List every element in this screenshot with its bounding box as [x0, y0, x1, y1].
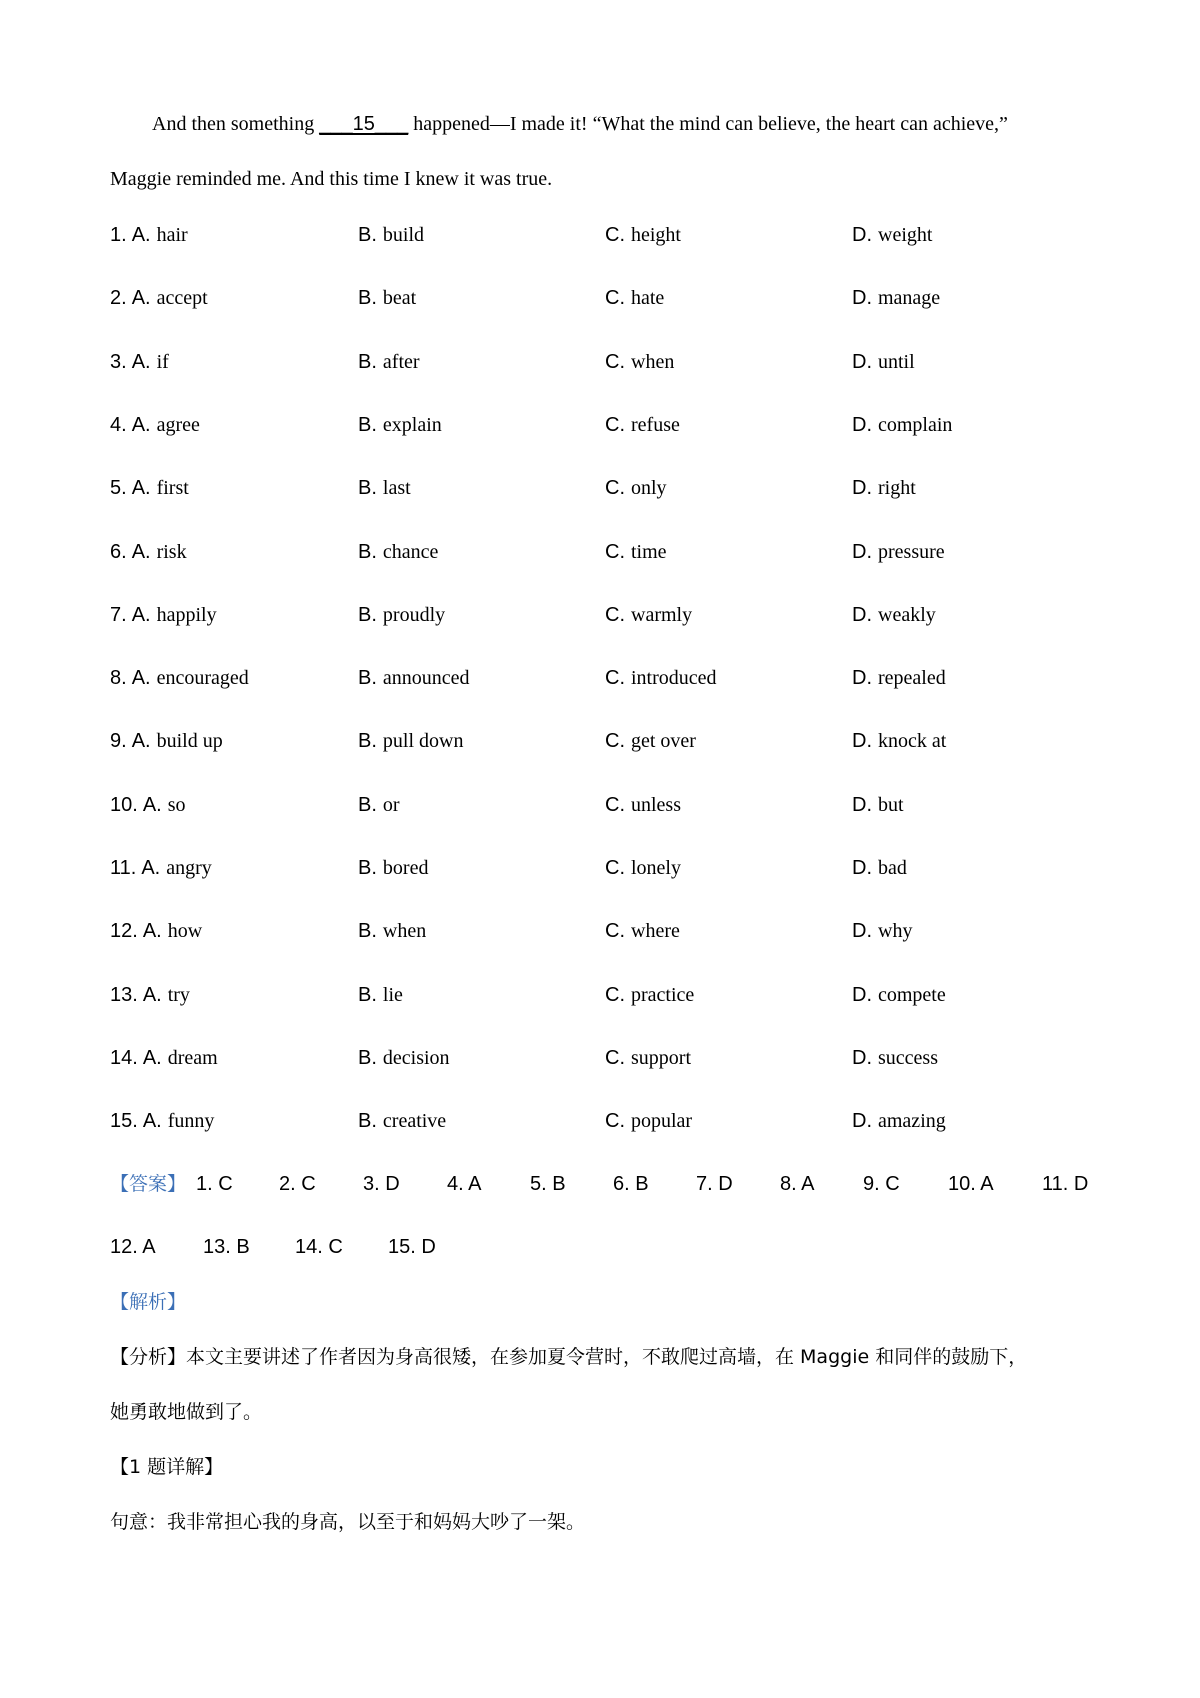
analysis-heading: 【解析】: [110, 1291, 187, 1313]
option-letter: B.: [358, 541, 377, 563]
option-letter: D.: [852, 1110, 872, 1132]
option-b: [358, 1044, 450, 1072]
passage-line-2: Maggie reminded me. And this time I knew it was true.: [110, 168, 553, 190]
option-a: [110, 474, 189, 502]
option-a: [110, 727, 223, 755]
option-a: [110, 601, 217, 629]
option-text: dream: [167, 1047, 218, 1069]
option-letter: D.: [852, 541, 872, 563]
option-letter: A.: [131, 730, 151, 752]
option-letter: C.: [605, 351, 625, 373]
option-letter: B.: [358, 984, 377, 1006]
option-c: [605, 1107, 692, 1135]
option-c: [605, 474, 667, 502]
question-number: 9.: [110, 730, 127, 752]
option-text: or: [382, 794, 400, 816]
option-d: [852, 348, 915, 376]
answer-item: 1. C: [196, 1173, 233, 1195]
option-letter: B.: [358, 794, 377, 816]
answer-item: 12. A: [110, 1236, 156, 1258]
option-b: [358, 854, 428, 882]
option-text: build up: [156, 730, 223, 752]
option-c: [605, 727, 696, 755]
option-b: [358, 1107, 446, 1135]
option-d: [852, 917, 912, 945]
question-number: 3.: [110, 351, 127, 373]
question-number: 15.: [110, 1110, 138, 1132]
option-letter: A.: [131, 287, 151, 309]
answer-item: 8. A: [780, 1173, 815, 1195]
option-a: [110, 1044, 218, 1072]
option-d: [852, 284, 940, 312]
option-text: weight: [878, 224, 933, 246]
answer-item: 15. D: [388, 1236, 436, 1258]
question-number: 2.: [110, 287, 127, 309]
option-letter: C.: [605, 414, 625, 436]
option-text: get over: [631, 730, 696, 752]
option-text: decision: [382, 1047, 450, 1069]
answer-item: 9. C: [863, 1173, 900, 1195]
question-number: 12.: [110, 920, 138, 942]
question-row: [110, 791, 1100, 819]
option-letter: C.: [605, 287, 625, 309]
question-row: [110, 664, 1100, 692]
option-letter: B.: [358, 351, 377, 373]
option-text: hate: [631, 287, 665, 309]
question-number: 13.: [110, 984, 138, 1006]
option-a: [110, 854, 212, 882]
option-letter: B.: [358, 287, 377, 309]
option-text: creative: [382, 1110, 447, 1132]
option-b: [358, 727, 463, 755]
option-letter: D.: [852, 604, 872, 626]
option-letter: D.: [852, 857, 872, 879]
option-letter: C.: [605, 1047, 625, 1069]
option-text: unless: [631, 794, 681, 816]
option-text: hair: [156, 224, 188, 246]
option-letter: C.: [605, 541, 625, 563]
option-letter: D.: [852, 667, 872, 689]
option-letter: D.: [852, 351, 872, 373]
option-letter: A.: [131, 351, 151, 373]
question-number: 8.: [110, 667, 127, 689]
option-b: [358, 981, 403, 1009]
option-letter: D.: [852, 477, 872, 499]
option-text: success: [878, 1047, 938, 1069]
option-text: time: [631, 541, 667, 563]
question-number: 6.: [110, 541, 127, 563]
question-number: 1.: [110, 224, 127, 246]
option-text: when: [631, 351, 675, 373]
option-letter: D.: [852, 1047, 872, 1069]
option-letter: A.: [142, 794, 162, 816]
option-text: risk: [156, 541, 187, 563]
option-text: complain: [878, 414, 953, 436]
option-letter: B.: [358, 730, 377, 752]
question-number: 5.: [110, 477, 127, 499]
option-d: [852, 664, 946, 692]
option-text: if: [156, 351, 169, 373]
option-letter: D.: [852, 287, 872, 309]
option-text: first: [156, 477, 189, 499]
option-c: [605, 221, 681, 249]
passage-line-1: [152, 112, 1008, 136]
option-d: [852, 981, 946, 1009]
option-text: try: [167, 984, 190, 1006]
option-letter: B.: [358, 414, 377, 436]
option-text: manage: [878, 287, 941, 309]
option-letter: C.: [605, 857, 625, 879]
option-letter: D.: [852, 984, 872, 1006]
option-b: [358, 348, 420, 376]
option-letter: A.: [131, 667, 151, 689]
passage-text-before: And then something: [152, 113, 320, 135]
answer-item: 13. B: [203, 1236, 250, 1258]
option-a: [110, 411, 200, 439]
option-text: chance: [382, 541, 439, 563]
option-a: [110, 664, 249, 692]
option-c: [605, 411, 680, 439]
option-b: [358, 538, 438, 566]
option-b: [358, 664, 470, 692]
option-d: [852, 1107, 946, 1135]
option-letter: A.: [131, 541, 151, 563]
option-text: pressure: [878, 541, 945, 563]
option-letter: B.: [358, 224, 377, 246]
option-letter: D.: [852, 730, 872, 752]
question-row: [110, 601, 1100, 629]
option-c: [605, 1044, 691, 1072]
option-letter: D.: [852, 224, 872, 246]
option-text: when: [382, 920, 427, 942]
option-text: support: [631, 1047, 691, 1069]
option-text: encouraged: [156, 667, 249, 689]
option-b: [358, 284, 416, 312]
option-text: popular: [631, 1110, 693, 1132]
analysis-summary-line-1: 【分析】本文主要讲述了作者因为身高很矮，在参加夏令营时，不敢爬过高墙，在 Maggie 和同伴的鼓励下，: [110, 1346, 1028, 1368]
option-text: bad: [878, 857, 907, 879]
option-a: [110, 284, 208, 312]
question-number: 14.: [110, 1047, 138, 1069]
answer-item: 3. D: [363, 1173, 400, 1195]
passage-text-after: happened—I made it! “What the mind can believe, the heart can achieve,”: [408, 113, 1008, 135]
option-text: accept: [156, 287, 208, 309]
option-d: [852, 601, 936, 629]
option-text: explain: [382, 414, 442, 436]
option-letter: C.: [605, 667, 625, 689]
option-text: compete: [878, 984, 946, 1006]
option-text: practice: [631, 984, 695, 1006]
question-row: [110, 538, 1100, 566]
option-letter: D.: [852, 414, 872, 436]
option-text: why: [878, 920, 913, 942]
option-d: [852, 474, 916, 502]
option-letter: A.: [141, 857, 161, 879]
detail-heading: 【1 题详解】: [110, 1456, 224, 1478]
answer-item: 14. C: [295, 1236, 343, 1258]
option-d: [852, 411, 952, 439]
option-text: amazing: [878, 1110, 946, 1132]
option-text: weakly: [878, 604, 936, 626]
option-letter: B.: [358, 477, 377, 499]
option-c: [605, 601, 692, 629]
option-text: height: [631, 224, 681, 246]
option-letter: B.: [358, 920, 377, 942]
option-letter: A.: [131, 224, 151, 246]
option-text: how: [167, 920, 203, 942]
option-letter: A.: [142, 1110, 162, 1132]
question-row: [110, 411, 1100, 439]
option-a: [110, 1107, 214, 1135]
answer-item: 2. C: [279, 1173, 316, 1195]
answer-label: 【答案】: [110, 1173, 187, 1195]
option-d: [852, 727, 946, 755]
option-text: introduced: [631, 667, 717, 689]
option-letter: A.: [131, 604, 151, 626]
option-c: [605, 791, 681, 819]
option-c: [605, 348, 674, 376]
option-c: [605, 917, 680, 945]
option-text: knock at: [878, 730, 947, 752]
option-letter: A.: [131, 414, 151, 436]
option-a: [110, 981, 190, 1009]
option-letter: C.: [605, 604, 625, 626]
option-text: funny: [167, 1110, 215, 1132]
option-text: until: [878, 351, 915, 373]
question-row: [110, 981, 1100, 1009]
option-letter: A.: [142, 1047, 162, 1069]
option-b: [358, 221, 424, 249]
question-row: [110, 348, 1100, 376]
option-b: [358, 474, 411, 502]
option-b: [358, 601, 445, 629]
option-text: repealed: [878, 667, 946, 689]
option-text: lonely: [631, 857, 681, 879]
option-text: agree: [156, 414, 200, 436]
option-d: [852, 1044, 938, 1072]
option-c: [605, 854, 681, 882]
question-number: 7.: [110, 604, 127, 626]
option-text: refuse: [631, 414, 680, 436]
option-text: lie: [382, 984, 403, 1006]
option-letter: C.: [605, 224, 625, 246]
option-c: [605, 284, 664, 312]
option-b: [358, 917, 426, 945]
answer-item: 10. A: [948, 1173, 994, 1195]
option-text: announced: [382, 667, 470, 689]
option-text: where: [631, 920, 680, 942]
option-text: after: [382, 351, 420, 373]
option-text: only: [631, 477, 667, 499]
question-row: [110, 284, 1100, 312]
option-letter: B.: [358, 1047, 377, 1069]
option-letter: C.: [605, 920, 625, 942]
answer-item: 5. B: [530, 1173, 566, 1195]
blank-15: ___15___: [319, 113, 409, 135]
option-letter: A.: [142, 984, 162, 1006]
option-text: but: [878, 794, 904, 816]
question-row: [110, 854, 1100, 882]
option-text: build: [382, 224, 425, 246]
option-a: [110, 348, 169, 376]
option-letter: C.: [605, 730, 625, 752]
question-row: [110, 1107, 1100, 1135]
option-d: [852, 221, 932, 249]
question-number: 4.: [110, 414, 127, 436]
option-letter: C.: [605, 984, 625, 1006]
option-text: pull down: [382, 730, 464, 752]
option-letter: B.: [358, 667, 377, 689]
option-b: [358, 791, 400, 819]
option-b: [358, 411, 442, 439]
option-text: so: [167, 794, 186, 816]
answer-item: 4. A: [447, 1173, 482, 1195]
option-a: [110, 538, 187, 566]
option-text: right: [878, 477, 916, 499]
option-letter: D.: [852, 920, 872, 942]
option-letter: C.: [605, 1110, 625, 1132]
option-c: [605, 664, 717, 692]
question-row: [110, 727, 1100, 755]
option-a: [110, 221, 188, 249]
option-letter: B.: [358, 857, 377, 879]
option-d: [852, 791, 904, 819]
option-text: bored: [382, 857, 429, 879]
question-row: [110, 917, 1100, 945]
option-letter: A.: [142, 920, 162, 942]
option-letter: C.: [605, 794, 625, 816]
option-text: happily: [156, 604, 217, 626]
option-letter: B.: [358, 1110, 377, 1132]
option-a: [110, 917, 202, 945]
question-number: 10.: [110, 794, 138, 816]
detail-text: 句意：我非常担心我的身高，以至于和妈妈大吵了一架。: [110, 1511, 586, 1533]
answer-item: 7. D: [696, 1173, 733, 1195]
option-text: beat: [382, 287, 417, 309]
answer-item: 11. D: [1042, 1173, 1089, 1195]
question-number: 11.: [110, 857, 137, 879]
option-letter: C.: [605, 477, 625, 499]
option-d: [852, 538, 945, 566]
question-row: [110, 221, 1100, 249]
option-c: [605, 538, 667, 566]
question-row: [110, 1044, 1100, 1072]
option-letter: D.: [852, 794, 872, 816]
option-a: [110, 791, 186, 819]
option-c: [605, 981, 694, 1009]
analysis-summary-line-2: 她勇敢地做到了。: [110, 1401, 263, 1423]
option-text: warmly: [631, 604, 693, 626]
option-d: [852, 854, 907, 882]
option-letter: B.: [358, 604, 377, 626]
answer-item: 6. B: [613, 1173, 649, 1195]
question-row: [110, 474, 1100, 502]
option-text: proudly: [382, 604, 446, 626]
option-text: angry: [166, 857, 212, 879]
option-text: last: [382, 477, 411, 499]
option-letter: A.: [131, 477, 151, 499]
